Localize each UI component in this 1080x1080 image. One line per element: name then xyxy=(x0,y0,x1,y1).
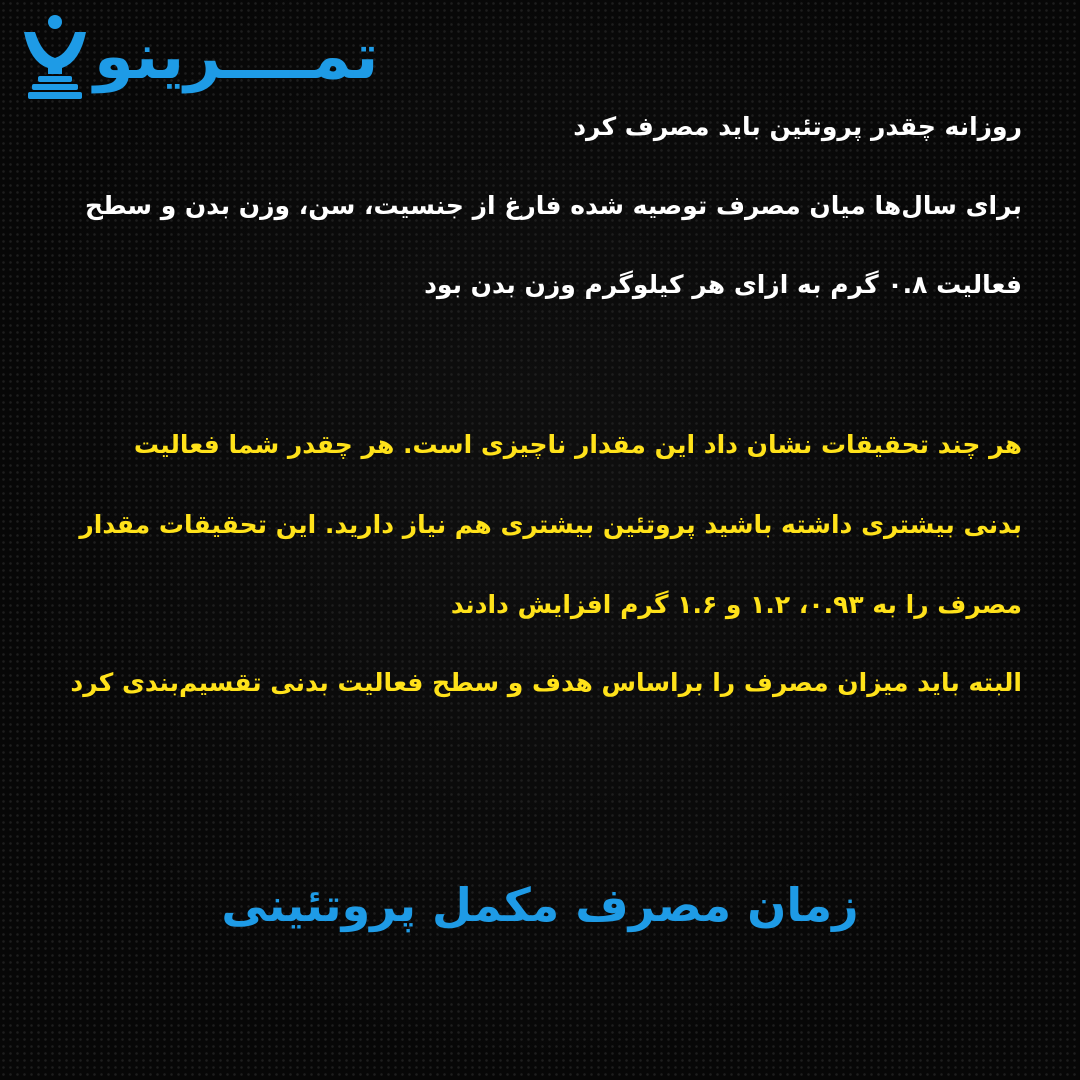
footer-title: زمان مصرف مکمل پروتئینی xyxy=(221,878,859,932)
heading-line: روزانه چقدر پروتئین باید مصرف کرد xyxy=(573,112,1022,141)
paragraph-line: مصرف را به ۰.۹۳، ۱.۲ و ۱.۶ گرم افزایش دادند xyxy=(450,590,1022,619)
paragraph-line: البته باید میزان مصرف را براساس هدف و سطح فعالیت بدنی تقسیم‌بندی کرد xyxy=(70,668,1022,697)
paragraph-line: فعالیت ۰.۸ گرم به ازای هر کیلوگرم وزن بدن بود xyxy=(424,270,1022,299)
brand-logo-text: تمــــرینو xyxy=(94,20,379,94)
brand-logo xyxy=(20,12,379,102)
chess-piece-icon xyxy=(20,14,90,100)
paragraph-line: هر چند تحقیقات نشان داد این مقدار ناچیزی است. هر چقدر شما فعالیت xyxy=(133,430,1022,459)
paragraph-line: برای سال‌ها میان مصرف توصیه شده فارغ از جنسیت، سن، وزن بدن و سطح xyxy=(85,191,1022,220)
paragraph-line: بدنی بیشتری داشته باشید پروتئین بیشتری هم نیاز دارید. این تحقیقات مقدار xyxy=(79,510,1022,539)
